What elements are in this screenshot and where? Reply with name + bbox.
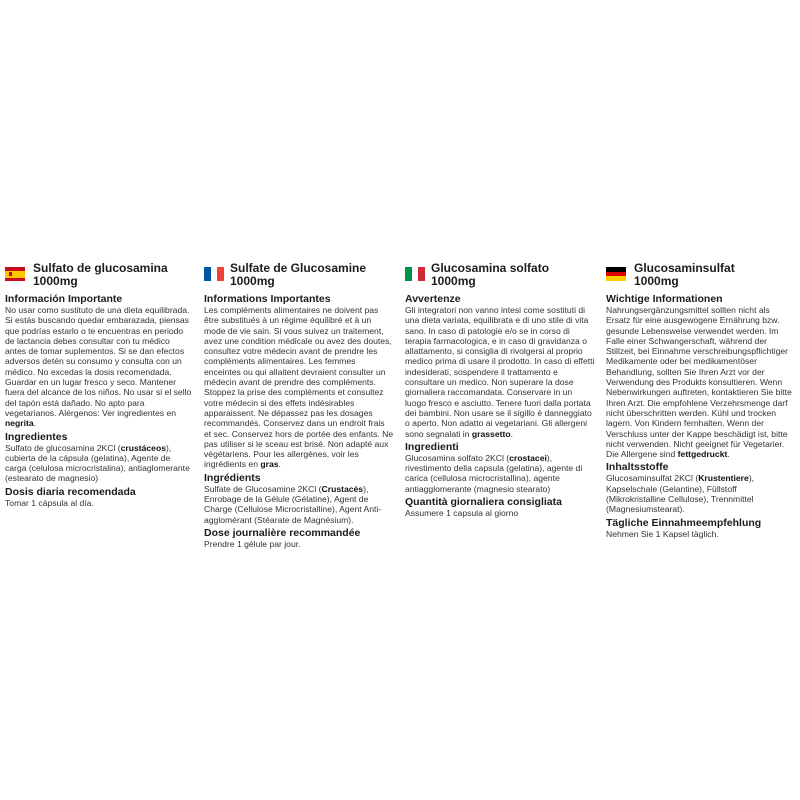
product-name: Glucosaminsulfat	[634, 261, 735, 275]
daily-dose-heading: Tägliche Einnahmeempfehlung	[606, 516, 762, 529]
product-strength: 1000mg	[33, 274, 78, 288]
italy-flag-icon	[405, 267, 425, 281]
product-strength: 1000mg	[230, 274, 275, 288]
daily-dose-text: Nehmen Sie 1 Kapsel täglich.	[606, 528, 719, 539]
spain-flag-icon	[5, 267, 25, 281]
label-column-german	[606, 262, 794, 541]
france-flag-icon	[204, 267, 224, 281]
product-strength: 1000mg	[634, 274, 679, 288]
ingredients-heading: Ingredienti	[405, 440, 459, 453]
germany-flag-icon	[606, 267, 626, 281]
ingredients-text: Sulfato de glucosamina 2KCl (crustáceos), cubierta de la cápsula (gelatina), Agente de carga (celulosa microcristalina), antiaglomerante (estearato de magnesio)	[5, 442, 190, 484]
ingredients-text: Sulfate de Glucosamine 2KCl (Crustacés), Enrobage de la Gélule (Gélatine), Agent de Charge (Cellulose Microcristalline), Agent Anti-agglomérant (Stéarate de Magnésium).	[204, 483, 382, 525]
label-column-italian	[405, 262, 595, 520]
daily-dose-text: Assumere 1 capsula al giorno	[405, 508, 519, 519]
important-info-heading: Información Importante	[5, 293, 123, 305]
product-title	[634, 262, 735, 288]
important-info-text: Les compléments alimentaires ne doivent pas être substitués à un régime équilibré et à un mode de vie sain. Si vous suivez un traitement, avez une condition médicale ou avez des doutes, consultez votre médecin avant de prendre les compléments alimentaires. Les femmes enceintes ou qui allaitent devraient consulter un médecin avant de prendre des compléments. Stoppez la prise des compléments et consultez votre médecin si des effets indésirables apparaissent. Ne dépassez pas les dosages recommandés. Conservez dans un endroit frais et sec. Conservez hors de portée des enfants. Ne pas utiliser si le sceau est brisé. Non adapté aux végétariens. Pour les allergènes, voir les ingrédients en gras.	[204, 305, 394, 470]
product-strength: 1000mg	[431, 274, 476, 288]
ingredients-heading: Ingredientes	[5, 430, 68, 443]
ingredients-heading: Ingrédients	[204, 471, 261, 484]
product-name: Glucosamina solfato	[431, 261, 550, 275]
label-column-spanish	[5, 262, 193, 510]
product-name: Sulfate de Glucosamine	[230, 261, 367, 275]
ingredients-text: Glucosaminsulfat 2KCl (Krustentiere), Kapselschale (Gelantine), Füllstoff (Mikrokristalline Cellulose), Trennmittel (Magnesiumstearat).	[606, 473, 755, 515]
daily-dose-text: Tomar 1 cápsula al día.	[5, 497, 94, 508]
important-info-text: No usar como sustituto de una dieta equilibrada. Si estás buscando quedar embarazada, piensas que podrías estarlo o te encuentras en periodo de lactancia debes consultar con tu médico antes de tomar suplementos. Si se dan efectos adversos detén su consumo y consulta con un médico. No excedas la dosis recomendada. Guardar en un lugar fresco y seco. Mantener fuera del alcance de los niños. No usar si el sello del tapón está dañado. No apto para vegetarianos. Alérgenos: Ver ingredientes en negrita.	[5, 305, 192, 429]
column-header	[405, 262, 595, 292]
column-header	[5, 262, 193, 292]
daily-dose-heading: Dosis diaria recomendada	[5, 485, 136, 498]
important-info-heading: Wichtige Informationen	[606, 293, 723, 305]
ingredients-text: Glucosamina solfato 2KCl (crostacei), rivestimento della capsula (gelatina), agente di carica (cellulosa microcristallina), agente antiagglomerante (magnesio stearato)	[405, 452, 583, 494]
product-title	[230, 262, 366, 288]
column-header	[204, 262, 394, 292]
important-info-text: Gli integratori non vanno intesi come sostituti di una dieta variata, equilibrata e di uno stile di vita sano. In caso di patologie e/o se in corso di terapia farmacologica, e in caso di gravidanza o allattamento, si consiglia di rivolgersi al proprio medico prima di usare il prodotto. In caso di effetti indesiderati, sospendere il trattamento e consultare un medico. Non superare la dose giornaliera raccomandata. Conservare in un luogo fresco e asciutto. Tenere fuori dalla portata dei bambini. Non usare se il sigillo è danneggiato o aperto. Non adatto ai vegetariani. Gli allergeni sono segnalati in grassetto.	[405, 305, 595, 439]
label-column-french	[204, 262, 394, 551]
daily-dose-heading: Dose journalière recommandée	[204, 526, 361, 539]
product-name: Sulfato de glucosamina	[33, 261, 168, 275]
important-info-heading: Avvertenze	[405, 293, 461, 305]
product-title	[431, 262, 549, 288]
important-info-heading: Informations Importantes	[204, 293, 331, 305]
daily-dose-text: Prendre 1 gélule par jour.	[204, 538, 301, 549]
product-title	[33, 262, 168, 288]
ingredients-heading: Inhaltsstoffe	[606, 461, 669, 474]
daily-dose-heading: Quantità giornaliera consigliata	[405, 496, 562, 509]
column-header	[606, 262, 794, 292]
important-info-text: Nahrungsergänzungsmittel sollten nicht als Ersatz für eine ausgewogene Ernährung bzw. gesunde Lebensweise verwendet werden. Im Falle einer Schwangerschaft, während der Stillzeit, bei Einnahme verschreibungspflichtiger Medikamente oder bei medikamentöser Behandlung, sollten Sie Ihren Arzt vor der Verwendung des Produkts konsultieren. Wenn Nebenwirkungen auftreten, kontaktieren Sie bitte Ihren Arzt. Die empfohlene Verzehrsmenge darf nicht überschritten werden. Kühl und trocken lagern. Von Kindern fernhalten. Wenn der Verschluss unter der Kappe beschädigt ist, bitte nicht verwenden. Nicht geeignet für Vegetarier. Die Allergene sind fettgedruckt.	[606, 305, 792, 460]
